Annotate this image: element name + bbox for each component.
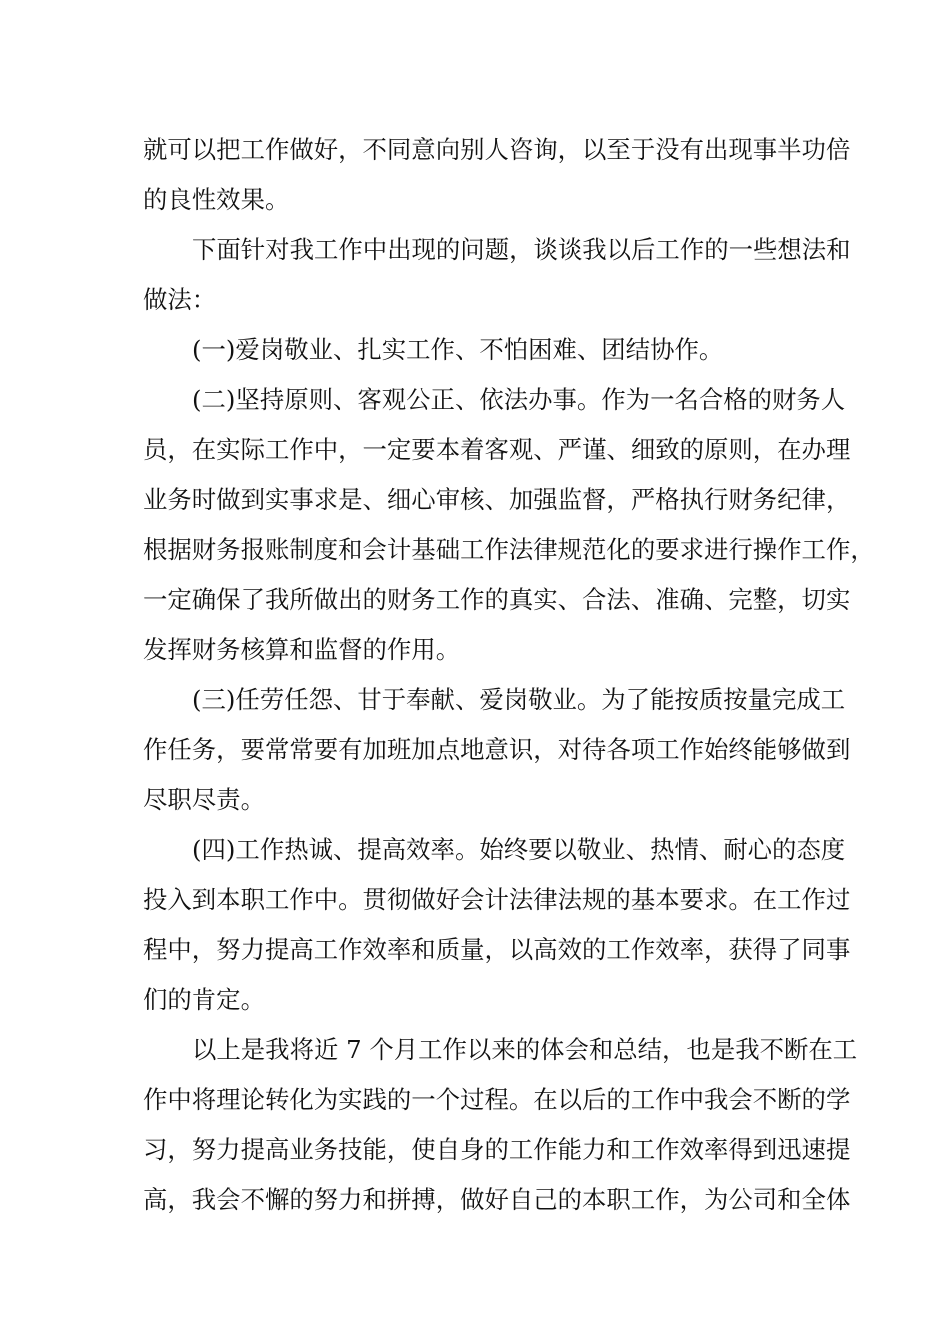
paragraph-2-line-2: 做法： [143,285,217,314]
item-3-line-2: 作任务，要常常要有加班加点地意识，对待各项工作始终能够做到 [143,735,851,764]
item-4-line-3: 程中，努力提高工作效率和质量，以高效的工作效率，获得了同事 [143,935,851,964]
item-3-line-3: 尽职尽责。 [143,785,265,814]
summary-line-2: 作中将理论转化为实践的一个过程。在以后的工作中我会不断的学 [143,1085,851,1114]
item-4-line-4: 们的肯定。 [143,985,265,1014]
item-2-line-1: (二)坚持原则、客观公正、依法办事。作为一名合格的财务人 [192,385,846,414]
item-1-line-1: (一)爱岗敬业、扎实工作、不怕困难、团结协作。 [192,335,724,364]
summary-line-1: 以上是我将近 7 个月工作以来的体会和总结，也是我不断在工 [192,1035,858,1064]
summary-line-4: 高，我会不懈的努力和拼搏，做好自己的本职工作，为公司和全体 [143,1185,851,1214]
item-4-line-1: (四)工作热诚、提高效率。始终要以敬业、热情、耐心的态度 [192,835,846,864]
item-2-line-4: 根据财务报账制度和会计基础工作法律规范化的要求进行操作工作， [143,535,875,564]
paragraph-2-line-1: 下面针对我工作中出现的问题，谈谈我以后工作的一些想法和 [192,235,851,264]
item-4-line-2: 投入到本职工作中。贯彻做好会计法律法规的基本要求。在工作过 [143,885,851,914]
text-line-2: 的良性效果。 [143,185,290,214]
text-line-1: 就可以把工作做好，不同意向别人咨询，以至于没有出现事半功倍 [143,135,851,164]
item-2-line-5: 一定确保了我所做出的财务工作的真实、合法、准确、完整，切实 [143,585,851,614]
item-2-line-3: 业务时做到实事求是、细心审核、加强监督，严格执行财务纪律， [143,485,851,514]
item-2-line-6: 发挥财务核算和监督的作用。 [143,635,461,664]
item-3-line-1: (三)任劳任怨、甘于奉献、爱岗敬业。为了能按质按量完成工 [192,685,846,714]
item-2-line-2: 员，在实际工作中，一定要本着客观、严谨、细致的原则，在办理 [143,435,851,464]
summary-line-3: 习，努力提高业务技能，使自身的工作能力和工作效率得到迅速提 [143,1135,851,1164]
